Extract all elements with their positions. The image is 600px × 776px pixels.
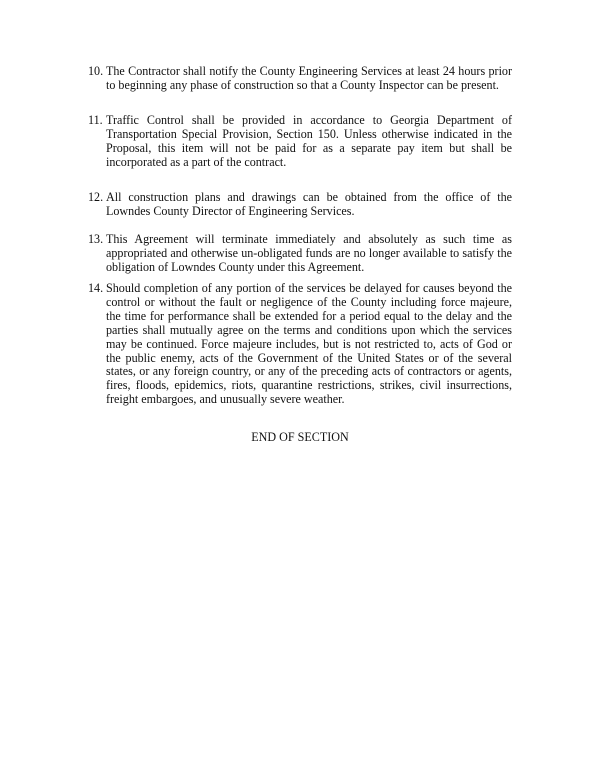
item-number: 11. bbox=[88, 113, 103, 127]
item-text: Should completion of any portion of the services be delayed for causes beyond the control or without the fault or negligence of the County including force majeure, the time for performance shall be extended for a period equal to the delay and the parties shall mutually agree on the terms and conditions upon which the services may be continued. Force majeure includes, but is not restricted to, acts of God or the public enemy, acts of the Government of the United States or of the several states, or any foreign country, or any of the preceding acts of contractors or agents, fires, floods, epidemics, riots, quarantine restrictions, strikes, civil insurrections, freight embargoes, and unusually severe weather. bbox=[106, 281, 512, 407]
list-item-12 bbox=[88, 191, 512, 219]
item-number: 14. bbox=[88, 281, 104, 295]
list-item-11 bbox=[88, 114, 512, 170]
item-number: 12. bbox=[88, 190, 104, 204]
end-of-section: END OF SECTION bbox=[251, 430, 349, 444]
item-text: This Agreement will terminate immediately and absolutely as such time as appropriated and otherwise un-obligated funds are no longer available to satisfy the obligation of Lowndes County under this Agreement. bbox=[106, 232, 512, 274]
item-number: 10. bbox=[88, 64, 104, 78]
item-number: 13. bbox=[88, 232, 104, 246]
item-text: Traffic Control shall be provided in accordance to Georgia Department of Transportation Special Provision, Section 150. Unless otherwise indicated in the Proposal, this item will not be paid for as a separate pay item but shall be incorporated as a part of the contract. bbox=[106, 113, 512, 169]
list-item-13 bbox=[88, 233, 512, 275]
list-item-10 bbox=[88, 65, 512, 93]
list-item-14 bbox=[88, 282, 512, 407]
item-text: All construction plans and drawings can be obtained from the office of the Lowndes County Director of Engineering Services. bbox=[106, 190, 512, 218]
item-text: The Contractor shall notify the County Engineering Services at least 24 hours prior to beginning any phase of construction so that a County Inspector can be present. bbox=[106, 64, 512, 92]
